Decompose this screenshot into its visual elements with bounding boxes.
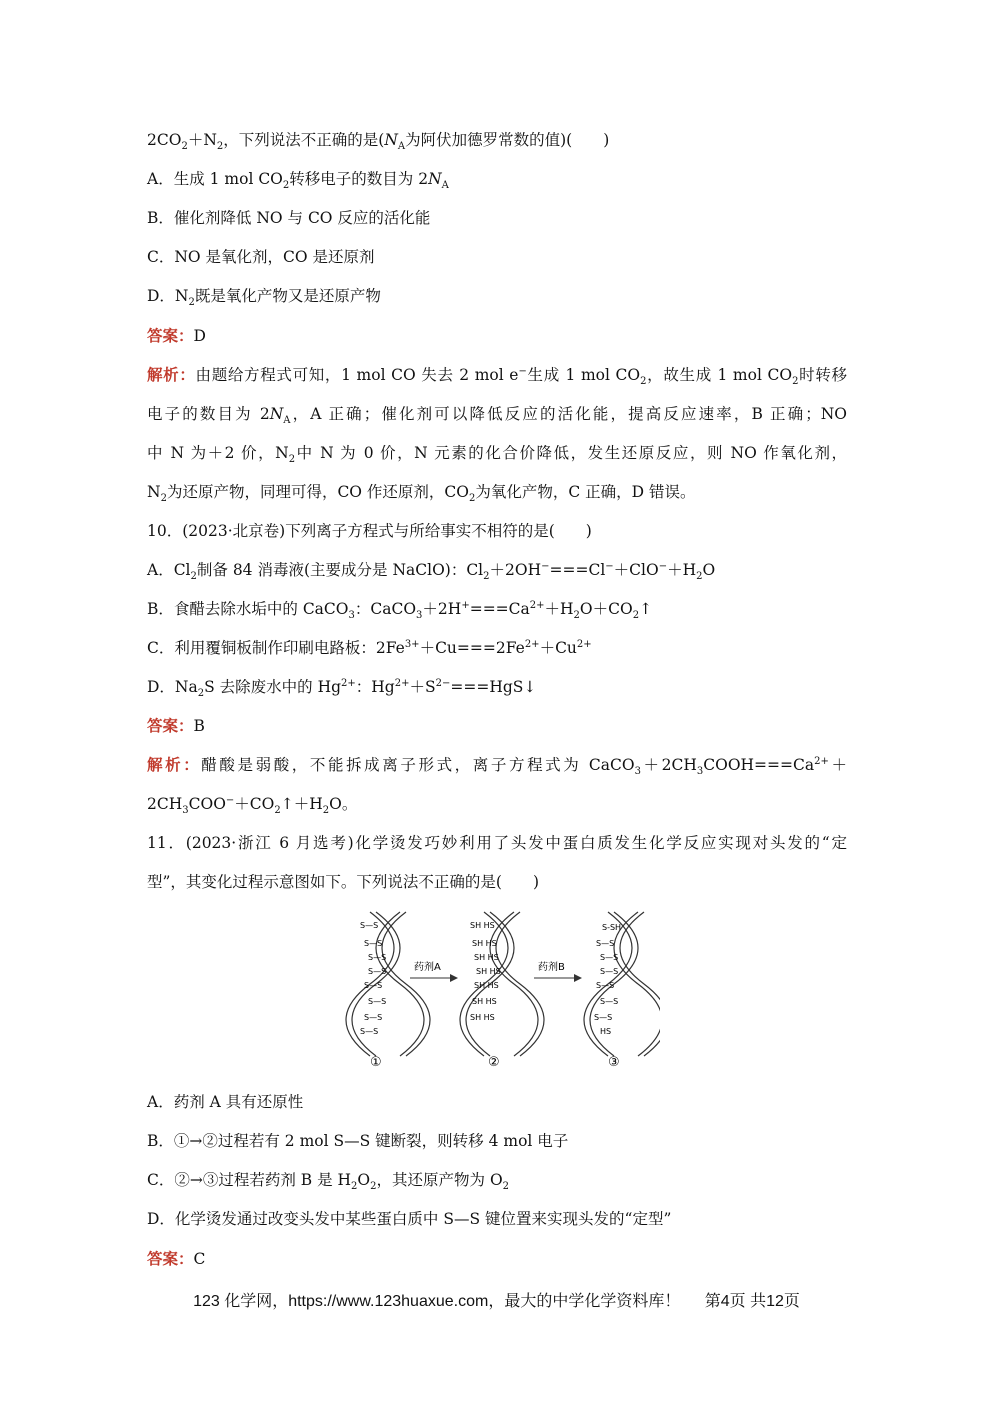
helix-3 — [584, 912, 660, 1056]
svg-text:S—S: S—S — [360, 1027, 379, 1036]
q10-option-c: C．利用覆铜板制作印刷电路板：$2Fe^{3+}+Cu===2Fe^{2+}+Cu^{2+}$ — [147, 638, 592, 657]
svg-text:SH HS: SH HS — [472, 997, 497, 1006]
svg-text:S—S: S—S — [368, 953, 387, 962]
svg-text:S—S: S—S — [364, 1013, 383, 1022]
page-footer — [0, 1288, 993, 1311]
svg-text:S—S: S—S — [364, 981, 383, 990]
svg-text:药剂A: 药剂A — [414, 962, 441, 973]
svg-text:SH HS: SH HS — [474, 953, 499, 962]
hair-perm-diagram — [338, 908, 660, 1070]
svg-text:S—S: S—S — [368, 967, 387, 976]
diagram-label-3: ③ — [608, 1055, 620, 1070]
q10-analysis-line2: $2CH_3COO^-+CO_2↑+H_2O$。 — [147, 794, 358, 817]
q9-option-c: C．NO 是氧化剂，CO 是还原剂 — [147, 248, 375, 266]
diagram-label-1: ① — [370, 1055, 382, 1070]
q9-option-a: A．生成 1 mol $CO_2$转移电子的数目为 $2N_A$ — [147, 170, 449, 192]
svg-text:S—S: S—S — [368, 997, 387, 1006]
diagram-label-2: ② — [488, 1055, 500, 1070]
svg-text:SH HS: SH HS — [472, 939, 497, 948]
q9-analysis-line4: $N_2$为还原产物，同理可得，CO 作还原剂，$CO_2$为氧化产物，C 正确，D 错误。 — [147, 483, 696, 505]
helix-2 — [460, 912, 544, 1056]
footer-page-number: 第4页 共12页 — [704, 1293, 800, 1310]
svg-text:S—S: S—S — [596, 939, 615, 948]
svg-text:SH HS: SH HS — [474, 981, 499, 990]
svg-text:S—S: S—S — [364, 939, 383, 948]
q10-analysis-line1: 解析：醋酸是弱酸，不能拆成离子形式，离子方程式为 $CaCO_3+2CH_3COOH===Ca^{2+}+$ — [147, 755, 847, 778]
q9-stem: $2CO_2+N_2$，下列说法不正确的是($N_A$为阿伏加德罗常数的值)( ) — [147, 131, 610, 153]
q11-option-b: B．①→②过程若有 2 mol S—S 键断裂，则转移 4 mol 电子 — [147, 1132, 569, 1150]
svg-text:S-SH: S-SH — [602, 923, 622, 932]
svg-text:S—S: S—S — [600, 997, 619, 1006]
q11-option-c: C．②→③过程若药剂 B 是 $H_2O_2$，其还原产物为 $O_2$ — [147, 1171, 510, 1193]
q11-stem-line2: 型”，其变化过程示意图如下。下列说法不正确的是( ) — [147, 873, 540, 891]
helix-1 — [346, 912, 430, 1056]
q9-analysis-line1: 解析：由题给方程式可知，1 mol CO 失去 2 mol e−生成 1 mol $CO_2$，故生成 1 mol $CO_2$时转移 — [147, 365, 847, 388]
svg-text:HS: HS — [600, 1027, 612, 1036]
q10-option-d: D．$Na_2S$ 去除废水中的 $Hg^{2+}$：$Hg^{2+}+S^{2-}===HgS↓$ — [147, 677, 537, 700]
q9-option-d: D．$N_2$既是氧化产物又是还原产物 — [147, 287, 381, 309]
footer-site-text: 123 化学网，https://www.123huaxue.com，最大的中学化学资料库！ — [193, 1293, 681, 1310]
svg-text:药剂B: 药剂B — [538, 962, 565, 973]
q9-answer: 答案：D — [147, 326, 206, 345]
svg-text:S—S: S—S — [596, 981, 615, 990]
svg-text:SH HS: SH HS — [470, 1013, 495, 1022]
reagent-a-arrow — [410, 960, 458, 982]
q10-option-a: A．$Cl_2$制备 84 消毒液(主要成分是 NaClO)：$Cl_2+2OH^-===Cl^-+ClO^-+H_2O$ — [147, 560, 716, 583]
svg-text:S—S: S—S — [600, 967, 619, 976]
reagent-b-arrow — [534, 960, 582, 982]
svg-text:S—S: S—S — [600, 953, 619, 962]
q11-stem-line1: 11．(2023·浙江 6 月选考)化学烫发巧妙利用了头发中蛋白质发生化学反应实现对头发的“定 — [147, 834, 847, 852]
svg-text:S—S: S—S — [360, 921, 379, 930]
svg-text:SH HS: SH HS — [476, 967, 501, 976]
q10-answer: 答案：B — [147, 716, 205, 735]
q9-analysis-line3: 中 N 为＋2 价，$N_2$中 N 为 0 价，N 元素的化合价降低，发生还原反应，则 NO 作氧化剂， — [147, 444, 847, 466]
svg-text:S—S: S—S — [594, 1013, 613, 1022]
svg-text:SH HS: SH HS — [470, 921, 495, 930]
q9-option-b: B．催化剂降低 NO 与 CO 反应的活化能 — [147, 209, 431, 227]
q10-option-b: B．食醋去除水垢中的 CaCO$_3$：$CaCO_3+2H^+===Ca^{2+}+H_2O+CO_2↑$ — [147, 599, 653, 622]
q11-answer: 答案：C — [147, 1249, 206, 1268]
q11-option-d: D．化学烫发通过改变头发中某些蛋白质中 S—S 键位置来实现头发的“定型” — [147, 1210, 672, 1228]
q9-analysis-line2: 电子的数目为 $2N_A$，A 正确；催化剂可以降低反应的活化能，提高反应速率，B 正确；NO — [147, 405, 847, 427]
q10-stem: 10．(2023·北京卷)下列离子方程式与所给事实不相符的是( ) — [147, 522, 592, 540]
q11-option-a: A．药剂 A 具有还原性 — [147, 1093, 304, 1111]
